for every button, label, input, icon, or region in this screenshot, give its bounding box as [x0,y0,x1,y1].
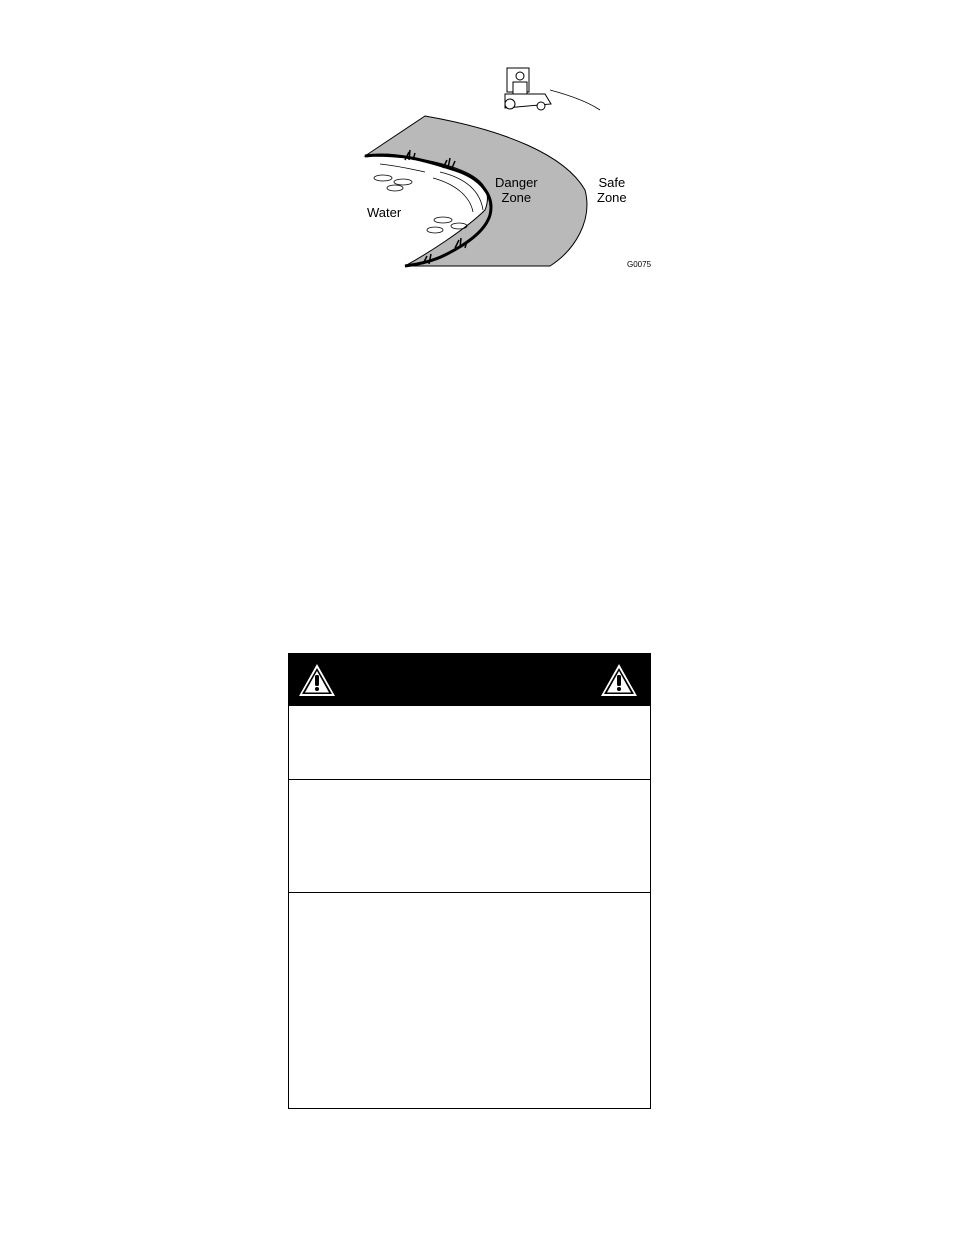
danger-zone-label-line2: Zone [501,190,532,205]
safe-zone-label-line2: Zone [597,190,627,205]
lily-pad [427,227,443,233]
lily-pad [434,217,452,223]
figure-id: G0075 [627,260,652,269]
warning-section-3 [289,893,650,1108]
lily-pad [374,175,392,181]
danger-zone-illustration [355,60,665,275]
danger-zone-label [495,175,538,205]
warning-header [289,654,650,706]
warning-triangle-icon [600,663,638,697]
riding-mower-icon [505,68,551,110]
safe-zone-label-line1: Safe [598,175,626,190]
warning-section-1 [289,706,650,780]
warning-section-2 [289,780,650,893]
water-ripple [380,164,425,172]
safe-zone-label [597,175,627,205]
water-ripple [433,178,473,212]
lily-pad [394,179,412,185]
warning-triangle-icon [298,663,336,697]
mower-track [550,90,600,110]
danger-zone-label-line1: Danger [495,175,538,190]
lily-pad [387,185,403,191]
lily-pad [451,223,467,229]
water-label: Water [367,205,402,220]
warning-box [288,653,651,1109]
slope-illustration-graphic [355,60,665,275]
